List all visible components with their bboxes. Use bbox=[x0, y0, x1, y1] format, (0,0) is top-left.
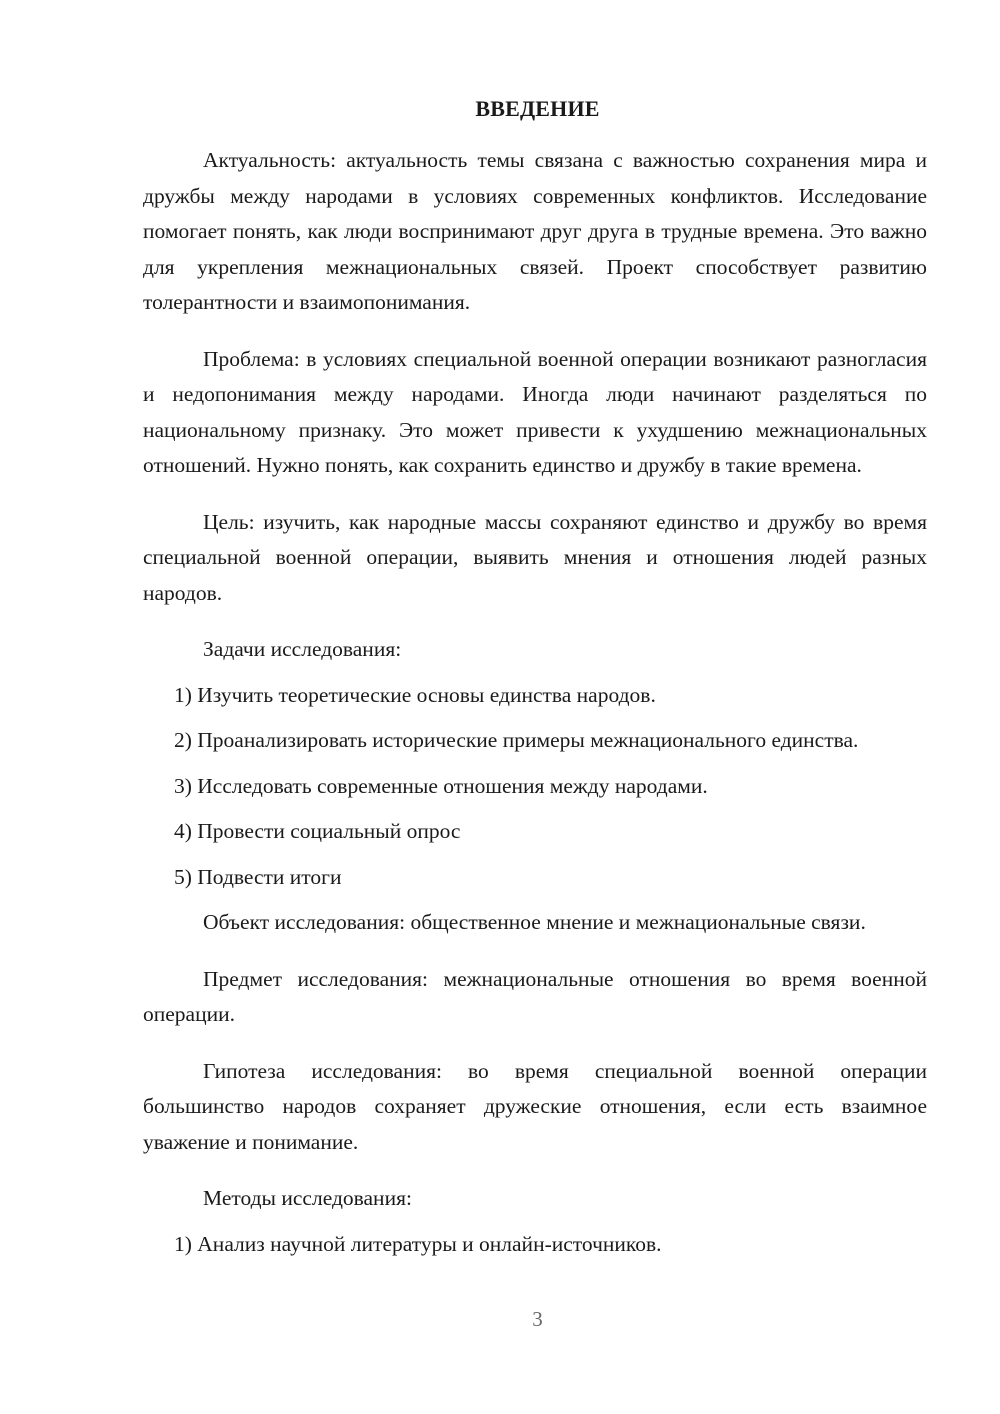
paragraph-object: Объект исследования: общественное мнение и межнациональные связи. bbox=[203, 910, 866, 934]
paragraph-problem: Проблема: в условиях специальной военной операции возникают разногласия и недопонимания между народами. Иногда люди начинают разделяться по национальному признаку. Это может привести к ухудшению межнациональных отношений. Нужно понять, как сохранить единство и дружбу в такие времена. bbox=[143, 346, 927, 477]
list-item-task-5: 5) Подвести итоги bbox=[174, 864, 342, 889]
list-item-task-1: 1) Изучить теоретические основы единства народов. bbox=[174, 682, 656, 707]
section-title: ВВЕДЕНИЕ bbox=[475, 96, 600, 121]
paragraph-goal: Цель: изучить, как народные массы сохраняют единство и дружбу во время специальной военной операции, выявить мнения и отношения людей разных народов. bbox=[143, 509, 927, 605]
list-item-task-3: 3) Исследовать современные отношения между народами. bbox=[174, 773, 708, 798]
paragraph-relevance: Актуальность: актуальность темы связана с важностью сохранения мира и дружбы между народами в условиях современных конфликтов. Исследование помогает понять, как люди воспринимают друг друга в трудные времена. Это важно для укрепления межнациональных связей. Проект способствует развитию толерантности и взаимопонимания. bbox=[143, 148, 927, 314]
page-number: 3 bbox=[532, 1307, 543, 1331]
list-item-method-1: 1) Анализ научной литературы и онлайн-источников. bbox=[174, 1231, 662, 1256]
list-item-task-2: 2) Проанализировать исторические примеры межнационального единства. bbox=[174, 728, 859, 752]
paragraph-methods-heading: Методы исследования: bbox=[203, 1186, 412, 1210]
paragraph-tasks-heading: Задачи исследования: bbox=[203, 637, 402, 661]
list-item-task-4: 4) Провести социальный опрос bbox=[174, 819, 461, 843]
paragraph-hypothesis: Гипотеза исследования: во время специальной военной операции большинство народов сохраняет дружеские отношения, если есть взаимное уважение и понимание. bbox=[143, 1058, 927, 1154]
paragraph-subject: Предмет исследования: межнациональные отношения во время военной операции. bbox=[143, 966, 927, 1026]
document-body bbox=[143, 143, 927, 1262]
